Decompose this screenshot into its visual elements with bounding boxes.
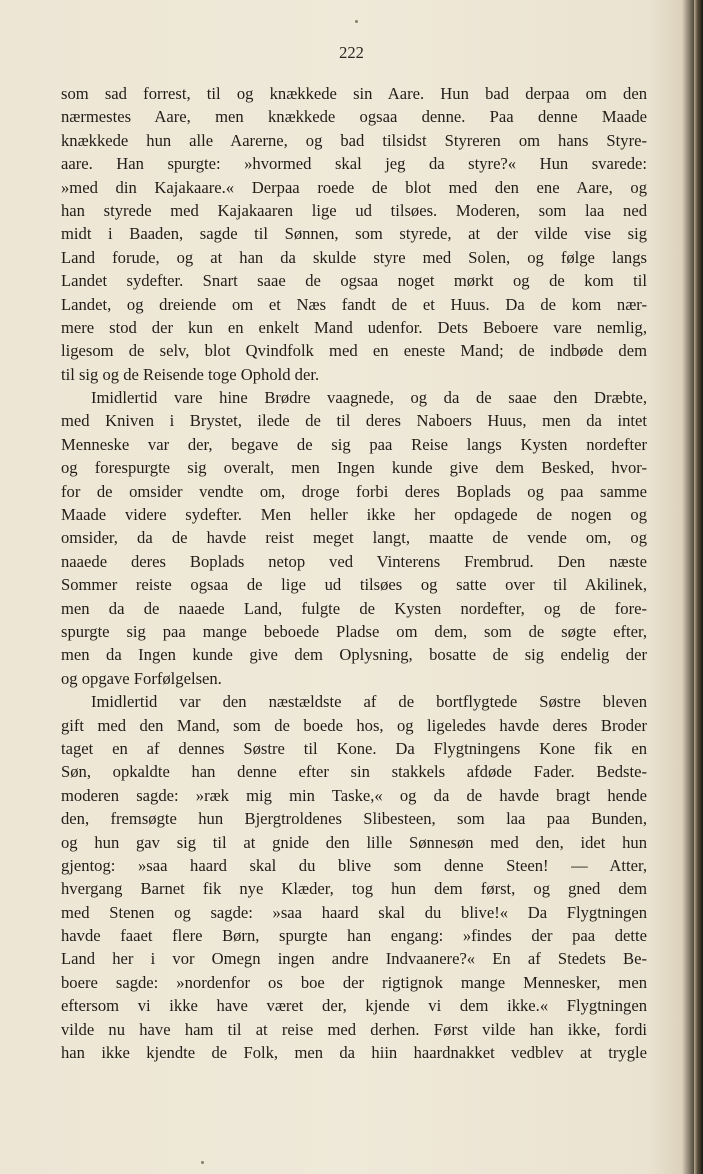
text-line: og opgave Forfølgelsen. bbox=[61, 668, 222, 688]
text-line: knækkede hun alle Aarerne, og bad tilsidst Styreren om hans Styre- bbox=[61, 130, 647, 150]
text-line: til sig og de Reisende toge Ophold der. bbox=[61, 364, 320, 384]
text-line: eftersom vi ikke have været der, kjende vi dem ikke.« Flygtningen bbox=[61, 996, 647, 1016]
text-line: han styrede med Kajakaaren lige ud tilsøes. Moderen, som laa ned bbox=[61, 200, 647, 220]
text-line: vilde nu have ham til at reise med derhen. Først vilde han ikke, fordi bbox=[61, 1019, 647, 1039]
text-line: Imidlertid vare hine Brødre vaagnede, og da de saae den Dræbte, bbox=[91, 388, 647, 408]
text-line: naaede deres Boplads netop ved Vinterens Frembrud. Den næste bbox=[61, 551, 647, 571]
text-line: gjentog: »saa haard skal du blive som denne Steen! — Atter, bbox=[61, 855, 647, 875]
page-number: 222 bbox=[339, 43, 364, 62]
text-line: Imidlertid var den næstældste af de bortflygtede Søstre bleven bbox=[91, 692, 647, 712]
text-line: med Stenen og sagde: »saa haard skal du blive!« Da Flygtningen bbox=[61, 902, 647, 922]
ink-speck bbox=[201, 1161, 204, 1164]
text-line: gift med den Mand, som de boede hos, og ligeledes havde deres Broder bbox=[61, 715, 647, 735]
text-line: aare. Han spurgte: »hvormed skal jeg da styre?« Hun svarede: bbox=[61, 154, 647, 174]
text-line: nærmestes Aare, men knækkede ogsaa denne. Paa denne Maade bbox=[61, 107, 647, 127]
text-line: Sommer reiste ogsaa de lige ud tilsøes og satte over til Akilinek, bbox=[61, 575, 647, 595]
text-line: spurgte sig paa mange beboede Pladse om dem, som de søgte efter, bbox=[61, 621, 647, 641]
text-line: den, fremsøgte hun Bjergtroldenes Slibesteen, som laa paa Bunden, bbox=[61, 809, 647, 829]
text-line: med Kniven i Brystet, ilede de til deres Naboers Huus, men da intet bbox=[61, 411, 647, 431]
text-line: taget en af dennes Søstre til Kone. Da Flygtningens Kone fik en bbox=[61, 738, 647, 758]
text-line: boere sagde: »nordenfor os boe der rigtignok mange Mennesker, men bbox=[61, 972, 647, 992]
text-line: Landet sydefter. Snart saae de ogsaa noget mørkt og de kom til bbox=[61, 271, 647, 291]
text-line: men da de naaede Land, fulgte de Kysten nordefter, og de fore- bbox=[61, 598, 647, 618]
text-line: Søn, opkaldte han denne efter sin stakkels afdøde Fader. Bedste- bbox=[61, 762, 647, 782]
text-line: som sad forrest, til og knækkede sin Aare. Hun bad derpaa om den bbox=[61, 84, 647, 103]
text-line: omsider, da de havde reist meget langt, maatte de vende om, og bbox=[61, 528, 647, 548]
body-text bbox=[61, 82, 647, 1064]
text-line: for de omsider vendte om, droge forbi deres Boplads og paa samme bbox=[61, 481, 647, 501]
text-line: Land forude, og at han da skulde styre med Solen, og følge langs bbox=[61, 247, 647, 267]
text-line: moderen sagde: »ræk mig min Taske,« og da de havde bragt hende bbox=[61, 785, 647, 805]
text-line: »med din Kajakaare.« Derpaa roede de blot med den ene Aare, og bbox=[61, 177, 647, 197]
text-line: men da Ingen kunde give dem Oplysning, bosatte de sig endelig der bbox=[61, 645, 647, 665]
text-line: ligesom de selv, blot Qvindfolk med en eneste Mand; de indbøde dem bbox=[61, 341, 647, 361]
text-line: Menneske var der, begave de sig paa Reise langs Kysten nordefter bbox=[61, 434, 647, 454]
text-line: mere stod der kun en enkelt Mand udenfor. Dets Beboere vare nemlig, bbox=[61, 317, 647, 337]
text-line: midt i Baaden, sagde til Sønnen, som styrede, at der vilde vise sig bbox=[61, 224, 647, 244]
text-line: hvergang Barnet fik nye Klæder, tog hun dem først, og gned dem bbox=[61, 879, 647, 899]
text-line: han ikke kjendte de Folk, men da hiin haardnakket vedblev at trygle bbox=[61, 1043, 647, 1063]
text-line: havde faaet flere Børn, spurgte han engang: »findes der paa dette bbox=[61, 926, 647, 946]
text-line: og forespurgte sig overalt, men Ingen kunde give dem Besked, hvor- bbox=[61, 458, 647, 478]
text-line: Landet, og dreiende om et Næs fandt de et Huus. Da de kom nær- bbox=[61, 294, 647, 314]
text-line: og hun gav sig til at gnide den lille Sønnesøn med den, idet hun bbox=[61, 832, 647, 852]
text-line: Land her i vor Omegn ingen andre Indvaanere?« En af Stedets Be- bbox=[61, 949, 647, 969]
ink-speck bbox=[355, 20, 358, 23]
text-line: Maade videre sydefter. Men heller ikke her opdagede de nogen og bbox=[61, 505, 647, 525]
page-edge-shadow bbox=[694, 0, 703, 1174]
